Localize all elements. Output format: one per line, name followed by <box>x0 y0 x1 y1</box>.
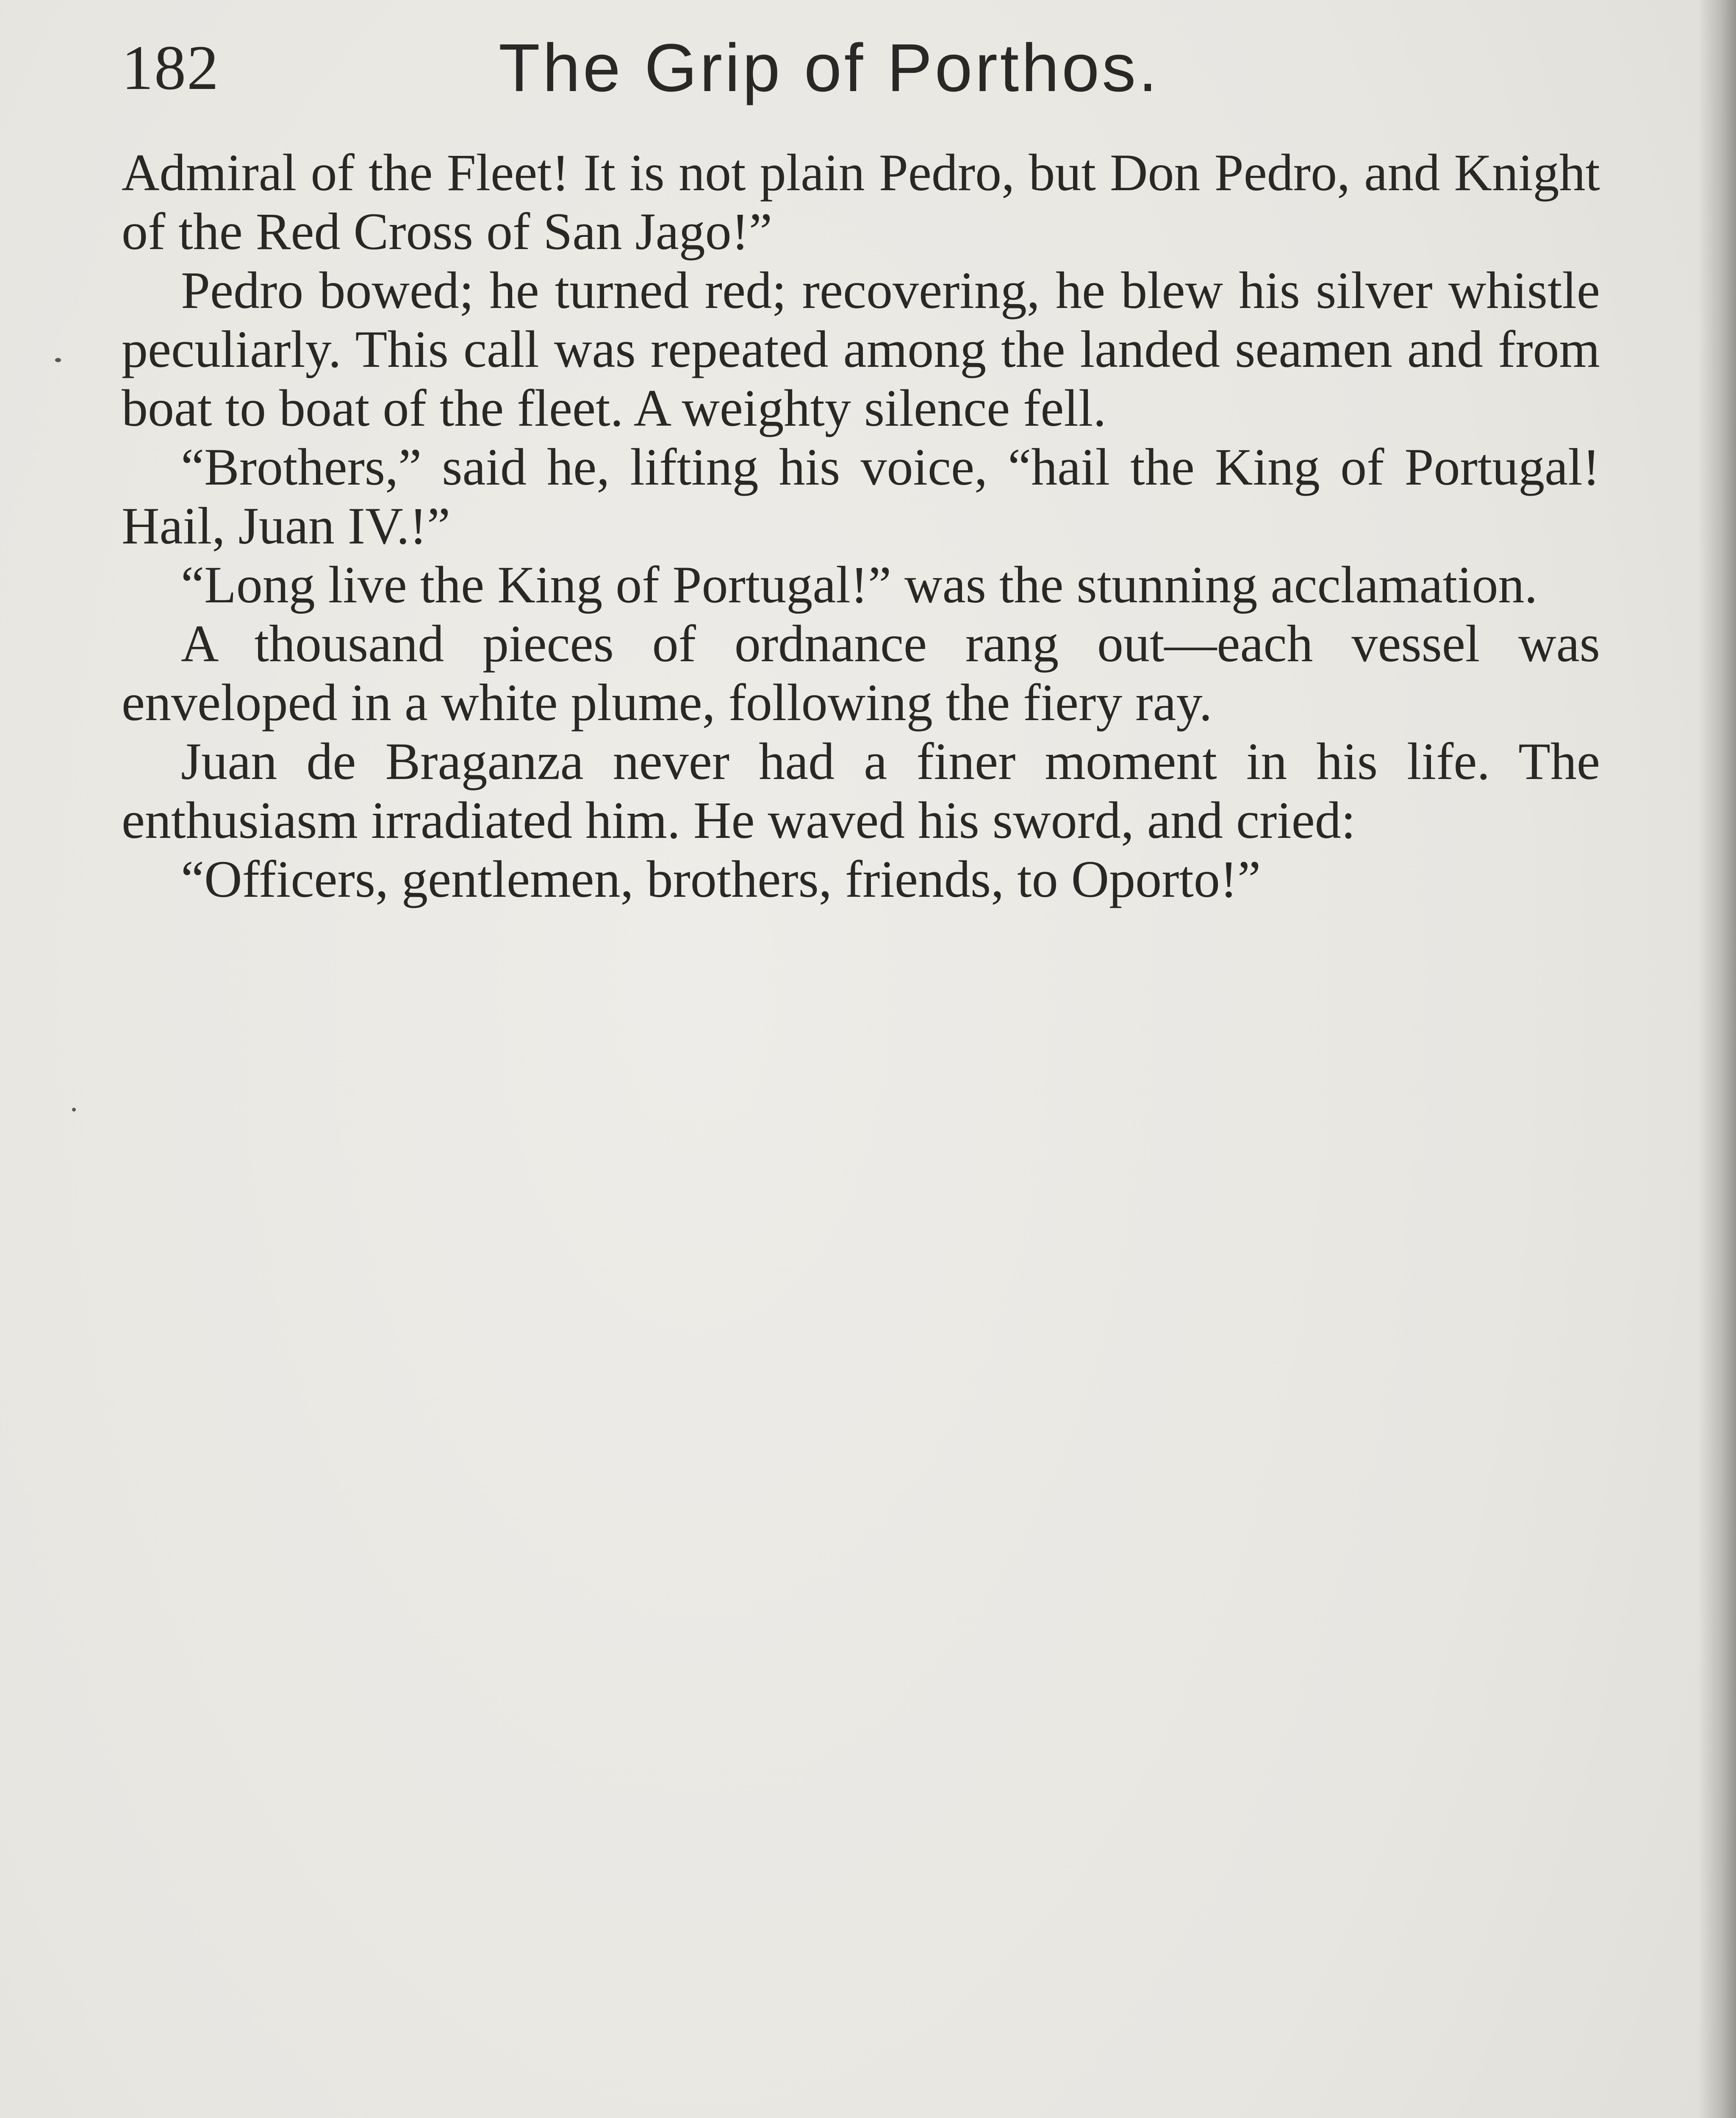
paper-speck <box>72 1108 76 1112</box>
paragraph: A thousand pieces of ordnance rang out—each vessel was enveloped in a white plume, following the fiery ray. <box>122 615 1600 732</box>
paragraph: Pedro bowed; he turned red; recovering, he blew his silver whistle peculiarly. This call was repeated among the landed seamen and from boat to boat of the fleet. A weighty silence fell. <box>122 261 1600 437</box>
page-number: 182 <box>122 33 219 103</box>
running-title: The Grip of Porthos. <box>499 30 1160 105</box>
paper-speck <box>55 358 61 362</box>
body-text <box>122 143 1600 909</box>
paragraph: Admiral of the Fleet! It is not plain Pedro, but Don Pedro, and Knight of the Red Cross of San Jago!” <box>122 144 1600 261</box>
paragraph: “Long live the King of Portugal!” was the stunning acclamation. <box>181 556 1538 614</box>
page-header <box>122 17 1600 110</box>
paragraph: “Officers, gentlemen, brothers, friends, to Oporto!” <box>181 850 1261 908</box>
spine-shadow <box>1698 0 1736 2118</box>
paragraph: “Brothers,” said he, lifting his voice, “hail the King of Portugal! Hail, Juan IV.!” <box>122 438 1600 555</box>
paragraph: Juan de Braganza never had a finer moment in his life. The enthusiasm irradiated him. He waved his sword, and cried: <box>122 732 1600 849</box>
